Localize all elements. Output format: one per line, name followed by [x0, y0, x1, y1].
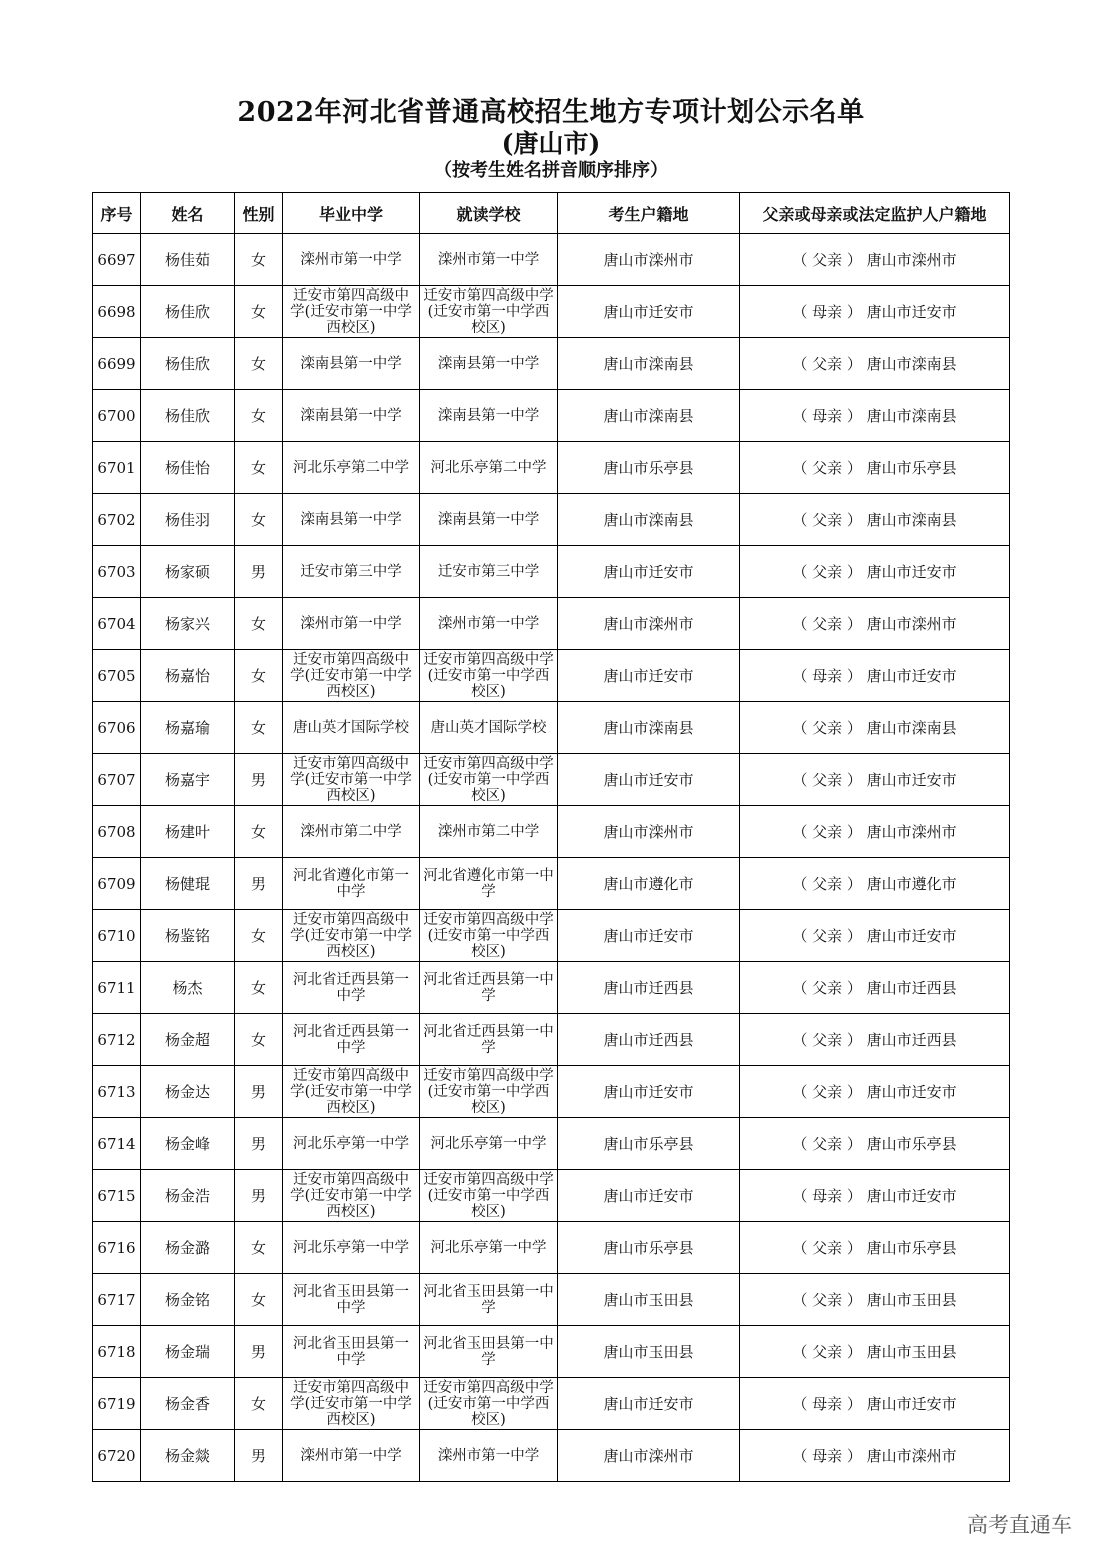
guardian-household-cell: （ 父亲 ） 唐山市迁安市: [740, 910, 1010, 962]
current-school-cell: 迁安市第四高级中学(迁安市第一中学西校区): [420, 910, 558, 962]
serial-cell: 6711: [93, 962, 141, 1014]
graduation-school-cell: 迁安市第三中学: [283, 546, 420, 598]
graduation-school-cell: 滦南县第一中学: [283, 390, 420, 442]
graduation-school-cell: 迁安市第四高级中学(迁安市第一中学西校区): [283, 754, 420, 806]
name-cell: 杨金超: [141, 1014, 235, 1066]
serial-cell: 6702: [93, 494, 141, 546]
table-body: [93, 234, 1010, 1482]
household-cell: 唐山市乐亭县: [558, 1222, 740, 1274]
table-row: [93, 858, 1010, 910]
table-row: [93, 1430, 1010, 1482]
gender-cell: 男: [235, 754, 283, 806]
graduation-school-cell: 唐山英才国际学校: [283, 702, 420, 754]
current-school-cell: 唐山英才国际学校: [420, 702, 558, 754]
table-row: [93, 962, 1010, 1014]
household-cell: 唐山市迁安市: [558, 650, 740, 702]
graduation-school-cell: 滦州市第一中学: [283, 1430, 420, 1482]
name-cell: 杨健琨: [141, 858, 235, 910]
current-school-cell: 滦州市第一中学: [420, 1430, 558, 1482]
household-cell: 唐山市迁安市: [558, 1170, 740, 1222]
table-row: [93, 650, 1010, 702]
guardian-household-cell: （ 父亲 ） 唐山市玉田县: [740, 1274, 1010, 1326]
graduation-school-cell: 迁安市第四高级中学(迁安市第一中学西校区): [283, 1170, 420, 1222]
current-school-cell: 滦南县第一中学: [420, 390, 558, 442]
graduation-school-cell: 滦州市第一中学: [283, 234, 420, 286]
guardian-household-cell: （ 母亲 ） 唐山市迁安市: [740, 1170, 1010, 1222]
household-cell: 唐山市滦州市: [558, 234, 740, 286]
gender-cell: 女: [235, 910, 283, 962]
serial-cell: 6719: [93, 1378, 141, 1430]
graduation-school-cell: 滦州市第二中学: [283, 806, 420, 858]
gender-cell: 女: [235, 1378, 283, 1430]
serial-cell: 6704: [93, 598, 141, 650]
name-cell: 杨建叶: [141, 806, 235, 858]
name-cell: 杨佳欣: [141, 338, 235, 390]
current-school-cell: 滦州市第一中学: [420, 234, 558, 286]
name-cell: 杨金瑞: [141, 1326, 235, 1378]
page-subtitle-sort-note: （按考生姓名拼音顺序排序）: [434, 160, 668, 181]
graduation-school-cell: 河北省迁西县第一中学: [283, 1014, 420, 1066]
household-cell: 唐山市乐亭县: [558, 442, 740, 494]
table-row: [93, 546, 1010, 598]
current-school-cell: 滦州市第二中学: [420, 806, 558, 858]
graduation-school-cell: 河北乐亭第二中学: [283, 442, 420, 494]
name-cell: 杨金达: [141, 1066, 235, 1118]
current-school-cell: 滦州市第一中学: [420, 598, 558, 650]
graduation-school-cell: 河北乐亭第一中学: [283, 1118, 420, 1170]
table-row: [93, 806, 1010, 858]
guardian-household-cell: （ 父亲 ） 唐山市乐亭县: [740, 1118, 1010, 1170]
name-cell: 杨佳欣: [141, 390, 235, 442]
serial-cell: 6720: [93, 1430, 141, 1482]
serial-cell: 6697: [93, 234, 141, 286]
gender-cell: 男: [235, 1170, 283, 1222]
graduation-school-cell: 河北省迁西县第一中学: [283, 962, 420, 1014]
serial-cell: 6703: [93, 546, 141, 598]
serial-cell: 6699: [93, 338, 141, 390]
gender-cell: 女: [235, 598, 283, 650]
graduation-school-cell: 迁安市第四高级中学(迁安市第一中学西校区): [283, 650, 420, 702]
table-row: [93, 702, 1010, 754]
watermark: 高考直通车: [967, 1513, 1072, 1537]
household-cell: 唐山市迁安市: [558, 1378, 740, 1430]
table-row: [93, 1066, 1010, 1118]
serial-cell: 6709: [93, 858, 141, 910]
serial-cell: 6708: [93, 806, 141, 858]
household-cell: 唐山市迁安市: [558, 1066, 740, 1118]
gender-cell: 女: [235, 1014, 283, 1066]
table-row: [93, 598, 1010, 650]
gender-cell: 女: [235, 234, 283, 286]
household-cell: 唐山市乐亭县: [558, 1118, 740, 1170]
guardian-household-cell: （ 父亲 ） 唐山市滦南县: [740, 338, 1010, 390]
name-cell: 杨家硕: [141, 546, 235, 598]
graduation-school-cell: 迁安市第四高级中学(迁安市第一中学西校区): [283, 910, 420, 962]
name-cell: 杨金浩: [141, 1170, 235, 1222]
table-row: [93, 1170, 1010, 1222]
serial-cell: 6706: [93, 702, 141, 754]
guardian-household-cell: （ 母亲 ） 唐山市滦南县: [740, 390, 1010, 442]
household-cell: 唐山市遵化市: [558, 858, 740, 910]
table-row: [93, 1118, 1010, 1170]
table-row: [93, 494, 1010, 546]
household-cell: 唐山市滦南县: [558, 338, 740, 390]
serial-cell: 6707: [93, 754, 141, 806]
current-school-cell: 河北省玉田县第一中学: [420, 1326, 558, 1378]
serial-cell: 6700: [93, 390, 141, 442]
name-cell: 杨嘉怡: [141, 650, 235, 702]
serial-cell: 6713: [93, 1066, 141, 1118]
guardian-household-cell: （ 母亲 ） 唐山市迁安市: [740, 650, 1010, 702]
graduation-school-cell: 迁安市第四高级中学(迁安市第一中学西校区): [283, 1378, 420, 1430]
graduation-school-cell: 迁安市第四高级中学(迁安市第一中学西校区): [283, 286, 420, 338]
current-school-cell: 河北乐亭第二中学: [420, 442, 558, 494]
guardian-household-cell: （ 父亲 ） 唐山市乐亭县: [740, 442, 1010, 494]
guardian-household-cell: （ 父亲 ） 唐山市迁西县: [740, 1014, 1010, 1066]
serial-cell: 6717: [93, 1274, 141, 1326]
serial-cell: 6701: [93, 442, 141, 494]
current-school-cell: 滦南县第一中学: [420, 338, 558, 390]
header-cell: 就读学校: [420, 193, 558, 234]
guardian-household-cell: （ 父亲 ） 唐山市滦州市: [740, 234, 1010, 286]
current-school-cell: 迁安市第四高级中学(迁安市第一中学西校区): [420, 1378, 558, 1430]
serial-cell: 6710: [93, 910, 141, 962]
graduation-school-cell: 滦南县第一中学: [283, 338, 420, 390]
applicant-table: [92, 192, 1010, 1482]
table-row: [93, 234, 1010, 286]
name-cell: 杨佳茹: [141, 234, 235, 286]
current-school-cell: 迁安市第四高级中学(迁安市第一中学西校区): [420, 1170, 558, 1222]
serial-cell: 6705: [93, 650, 141, 702]
header-cell: 考生户籍地: [558, 193, 740, 234]
household-cell: 唐山市迁安市: [558, 546, 740, 598]
table-row: [93, 1222, 1010, 1274]
name-cell: 杨鉴铭: [141, 910, 235, 962]
page-title: 2022年河北省普通高校招生地方专项计划公示名单: [237, 97, 865, 128]
header-cell: 性别: [235, 193, 283, 234]
header-cell: 毕业中学: [283, 193, 420, 234]
table-row: [93, 910, 1010, 962]
gender-cell: 男: [235, 1326, 283, 1378]
guardian-household-cell: （ 父亲 ） 唐山市迁西县: [740, 962, 1010, 1014]
graduation-school-cell: 河北省遵化市第一中学: [283, 858, 420, 910]
current-school-cell: 迁安市第四高级中学(迁安市第一中学西校区): [420, 286, 558, 338]
guardian-household-cell: （ 父亲 ） 唐山市滦南县: [740, 702, 1010, 754]
graduation-school-cell: 河北乐亭第一中学: [283, 1222, 420, 1274]
current-school-cell: 迁安市第四高级中学(迁安市第一中学西校区): [420, 1066, 558, 1118]
serial-cell: 6718: [93, 1326, 141, 1378]
graduation-school-cell: 滦州市第一中学: [283, 598, 420, 650]
header-cell: 姓名: [141, 193, 235, 234]
household-cell: 唐山市迁安市: [558, 910, 740, 962]
name-cell: 杨金香: [141, 1378, 235, 1430]
graduation-school-cell: 迁安市第四高级中学(迁安市第一中学西校区): [283, 1066, 420, 1118]
table-row: [93, 754, 1010, 806]
table-row: [93, 442, 1010, 494]
name-cell: 杨佳怡: [141, 442, 235, 494]
household-cell: 唐山市迁西县: [558, 962, 740, 1014]
gender-cell: 男: [235, 1066, 283, 1118]
table-row: [93, 1274, 1010, 1326]
serial-cell: 6698: [93, 286, 141, 338]
gender-cell: 女: [235, 442, 283, 494]
household-cell: 唐山市滦州市: [558, 1430, 740, 1482]
serial-cell: 6716: [93, 1222, 141, 1274]
gender-cell: 女: [235, 962, 283, 1014]
household-cell: 唐山市滦州市: [558, 806, 740, 858]
current-school-cell: 河北省遵化市第一中学: [420, 858, 558, 910]
household-cell: 唐山市滦南县: [558, 702, 740, 754]
guardian-household-cell: （ 父亲 ） 唐山市迁安市: [740, 1066, 1010, 1118]
name-cell: 杨杰: [141, 962, 235, 1014]
serial-cell: 6712: [93, 1014, 141, 1066]
guardian-household-cell: （ 父亲 ） 唐山市迁安市: [740, 546, 1010, 598]
gender-cell: 男: [235, 1430, 283, 1482]
table-row: [93, 338, 1010, 390]
household-cell: 唐山市滦州市: [558, 598, 740, 650]
table-row: [93, 286, 1010, 338]
gender-cell: 女: [235, 390, 283, 442]
guardian-household-cell: （ 父亲 ） 唐山市迁安市: [740, 754, 1010, 806]
page-subtitle-city: (唐山市): [501, 129, 601, 158]
gender-cell: 男: [235, 1118, 283, 1170]
gender-cell: 女: [235, 286, 283, 338]
gender-cell: 男: [235, 546, 283, 598]
current-school-cell: 迁安市第三中学: [420, 546, 558, 598]
household-cell: 唐山市滦南县: [558, 390, 740, 442]
name-cell: 杨嘉瑜: [141, 702, 235, 754]
guardian-household-cell: （ 父亲 ） 唐山市遵化市: [740, 858, 1010, 910]
household-cell: 唐山市滦南县: [558, 494, 740, 546]
guardian-household-cell: （ 父亲 ） 唐山市乐亭县: [740, 1222, 1010, 1274]
table-header-row: [93, 193, 1010, 234]
name-cell: 杨佳欣: [141, 286, 235, 338]
graduation-school-cell: 河北省玉田县第一中学: [283, 1274, 420, 1326]
serial-cell: 6714: [93, 1118, 141, 1170]
name-cell: 杨金燚: [141, 1430, 235, 1482]
household-cell: 唐山市迁安市: [558, 754, 740, 806]
guardian-household-cell: （ 父亲 ） 唐山市滦州市: [740, 806, 1010, 858]
guardian-household-cell: （ 父亲 ） 唐山市滦南县: [740, 494, 1010, 546]
gender-cell: 女: [235, 1274, 283, 1326]
name-cell: 杨嘉宇: [141, 754, 235, 806]
table-row: [93, 1014, 1010, 1066]
guardian-household-cell: （ 父亲 ） 唐山市玉田县: [740, 1326, 1010, 1378]
gender-cell: 女: [235, 338, 283, 390]
gender-cell: 女: [235, 650, 283, 702]
household-cell: 唐山市玉田县: [558, 1326, 740, 1378]
guardian-household-cell: （ 父亲 ） 唐山市滦州市: [740, 598, 1010, 650]
household-cell: 唐山市迁西县: [558, 1014, 740, 1066]
header-cell: 序号: [93, 193, 141, 234]
household-cell: 唐山市迁安市: [558, 286, 740, 338]
current-school-cell: 河北省迁西县第一中学: [420, 1014, 558, 1066]
current-school-cell: 河北乐亭第一中学: [420, 1118, 558, 1170]
guardian-household-cell: （ 母亲 ） 唐山市迁安市: [740, 1378, 1010, 1430]
graduation-school-cell: 河北省玉田县第一中学: [283, 1326, 420, 1378]
graduation-school-cell: 滦南县第一中学: [283, 494, 420, 546]
table-row: [93, 1378, 1010, 1430]
gender-cell: 女: [235, 494, 283, 546]
header-cell: 父亲或母亲或法定监护人户籍地: [740, 193, 1010, 234]
household-cell: 唐山市玉田县: [558, 1274, 740, 1326]
table-row: [93, 1326, 1010, 1378]
name-cell: 杨佳羽: [141, 494, 235, 546]
current-school-cell: 河北省玉田县第一中学: [420, 1274, 558, 1326]
name-cell: 杨金铭: [141, 1274, 235, 1326]
current-school-cell: 迁安市第四高级中学(迁安市第一中学西校区): [420, 754, 558, 806]
current-school-cell: 迁安市第四高级中学(迁安市第一中学西校区): [420, 650, 558, 702]
current-school-cell: 河北省迁西县第一中学: [420, 962, 558, 1014]
name-cell: 杨金潞: [141, 1222, 235, 1274]
current-school-cell: 滦南县第一中学: [420, 494, 558, 546]
current-school-cell: 河北乐亭第一中学: [420, 1222, 558, 1274]
gender-cell: 女: [235, 806, 283, 858]
name-cell: 杨金峰: [141, 1118, 235, 1170]
name-cell: 杨家兴: [141, 598, 235, 650]
gender-cell: 男: [235, 858, 283, 910]
guardian-household-cell: （ 母亲 ） 唐山市迁安市: [740, 286, 1010, 338]
guardian-household-cell: （ 母亲 ） 唐山市滦州市: [740, 1430, 1010, 1482]
serial-cell: 6715: [93, 1170, 141, 1222]
table-row: [93, 390, 1010, 442]
gender-cell: 女: [235, 702, 283, 754]
gender-cell: 女: [235, 1222, 283, 1274]
